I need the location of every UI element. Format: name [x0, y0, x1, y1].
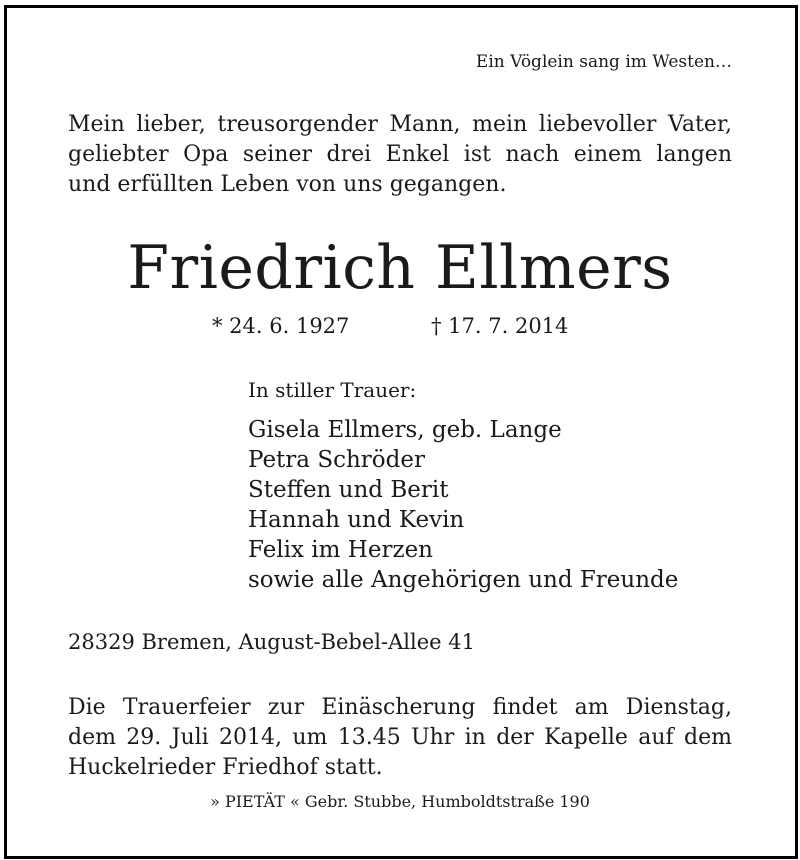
undertaker-line: » PIETÄT « Gebr. Stubbe, Humboldtstraße 190 — [210, 792, 590, 811]
mourner-name: Petra Schröder — [248, 447, 425, 473]
intro-line: und erfüllten Leben von uns gegangen. — [68, 172, 507, 197]
mourners-list — [248, 415, 678, 595]
death-date: † 17. 7. 2014 — [431, 314, 569, 338]
mourner-name: Hannah und Kevin — [248, 507, 465, 533]
service-line: Huckelrieder Friedhof statt. — [68, 755, 383, 780]
service-text — [68, 693, 732, 783]
mourning-label: In stiller Trauer: — [248, 378, 417, 402]
mourner-name: Gisela Ellmers, geb. Lange — [248, 417, 562, 443]
mourner-name: sowie alle Angehörigen und Freunde — [248, 567, 679, 593]
birth-date: * 24. 6. 1927 — [212, 314, 350, 338]
service-line: Die Trauerfeier zur Einäscherung findet am Dienstag, — [68, 695, 732, 720]
service-line: dem 29. Juli 2014, um 13.45 Uhr in der Kapelle auf dem — [68, 725, 732, 750]
intro-text — [68, 110, 732, 200]
deceased-name: Friedrich Ellmers — [127, 233, 673, 303]
motto: Ein Vöglein sang im Westen… — [475, 52, 732, 72]
intro-line: Mein lieber, treusorgender Mann, mein liebevoller Vater, — [68, 112, 732, 137]
mourner-name: Steffen und Berit — [248, 477, 449, 503]
family-address: 28329 Bremen, August-Bebel-Allee 41 — [68, 630, 475, 654]
mourner-name: Felix im Herzen — [248, 537, 433, 563]
intro-line: geliebter Opa seiner drei Enkel ist nach einem langen — [68, 142, 732, 167]
